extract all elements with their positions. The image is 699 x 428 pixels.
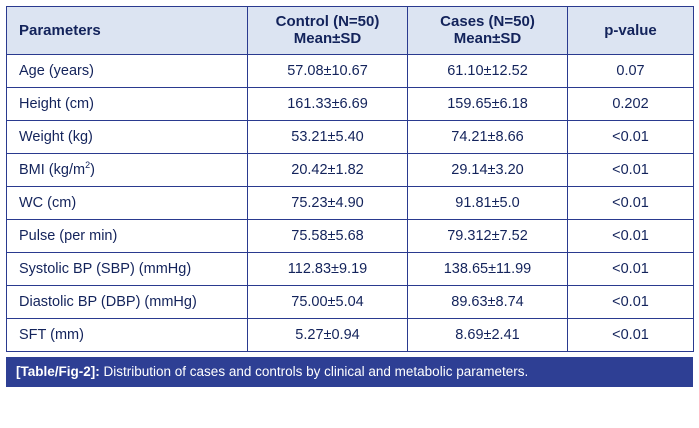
clinical-parameters-table [6,6,694,352]
cell-cases: 61.10±12.52 [408,54,568,87]
cell-control: 75.23±4.90 [248,186,408,219]
cell-parameter [7,153,248,186]
table-row [7,318,694,351]
cell-control: 75.58±5.68 [248,219,408,252]
table-caption [6,357,693,387]
cell-parameter [7,318,248,351]
parameter-text: WC (cm) [19,194,77,211]
cell-pvalue: 0.07 [568,54,694,87]
parameter-text: Pulse (per min) [19,227,118,244]
cell-parameter [7,186,248,219]
cell-cases: 89.63±8.74 [408,285,568,318]
parameter-text: SFT (mm) [19,326,84,343]
cell-pvalue: <0.01 [568,120,694,153]
caption-text: Distribution of cases and controls by clinical and metabolic parameters. [103,363,529,379]
parameter-text: Diastolic BP (DBP) (mmHg) [19,293,197,310]
cell-cases: 91.81±5.0 [408,186,568,219]
cell-control: 20.42±1.82 [248,153,408,186]
cell-control: 161.33±6.69 [248,87,408,120]
column-header-control-line-2: Mean±SD [293,30,362,48]
caption-label: [Table/Fig-2]: [16,363,100,379]
parameter-text: Age (years) [19,62,94,79]
cell-control: 5.27±0.94 [248,318,408,351]
cell-pvalue: <0.01 [568,252,694,285]
cell-pvalue: <0.01 [568,153,694,186]
cell-parameter [7,87,248,120]
cell-cases: 74.21±8.66 [408,120,568,153]
cell-control: 53.21±5.40 [248,120,408,153]
table-row [7,252,694,285]
parameter-text: Systolic BP (SBP) (mmHg) [19,260,192,277]
column-header-control-line-1: Control (N=50) [275,13,380,30]
table-row [7,87,694,120]
column-header-cases-line-2: Mean±SD [453,30,522,48]
column-header-control [248,7,408,55]
table-row [7,186,694,219]
cell-pvalue: <0.01 [568,186,694,219]
table-row [7,153,694,186]
cell-cases: 138.65±11.99 [408,252,568,285]
cell-pvalue: 0.202 [568,87,694,120]
column-header-pvalue [568,7,694,55]
cell-cases: 29.14±3.20 [408,153,568,186]
parameter-text: Height (cm) [19,95,94,112]
table-header-row [7,7,694,55]
column-header-cases [408,7,568,55]
cell-control: 75.00±5.04 [248,285,408,318]
cell-cases: 79.312±7.52 [408,219,568,252]
cell-parameter [7,285,248,318]
cell-parameter [7,54,248,87]
cell-cases: 159.65±6.18 [408,87,568,120]
table-row [7,219,694,252]
parameter-text: Weight (kg) [19,128,93,145]
cell-parameter [7,252,248,285]
parameter-superscript: 2 [85,159,91,170]
table-row [7,120,694,153]
parameter-text-tail: ) [90,161,95,178]
table-row [7,285,694,318]
cell-pvalue: <0.01 [568,219,694,252]
cell-control: 112.83±9.19 [248,252,408,285]
column-header-parameters-line-1: Parameters [19,21,101,39]
table-row [7,54,694,87]
cell-cases: 8.69±2.41 [408,318,568,351]
cell-pvalue: <0.01 [568,318,694,351]
cell-parameter [7,219,248,252]
column-header-cases-line-1: Cases (N=50) [440,13,535,30]
column-header-pvalue-line-1: p-value [604,21,657,39]
column-header-parameters [7,7,248,55]
table-header [7,7,694,55]
cell-pvalue: <0.01 [568,285,694,318]
table-body [7,54,694,351]
cell-parameter [7,120,248,153]
cell-control: 57.08±10.67 [248,54,408,87]
parameter-text: BMI (kg/m [19,161,86,178]
